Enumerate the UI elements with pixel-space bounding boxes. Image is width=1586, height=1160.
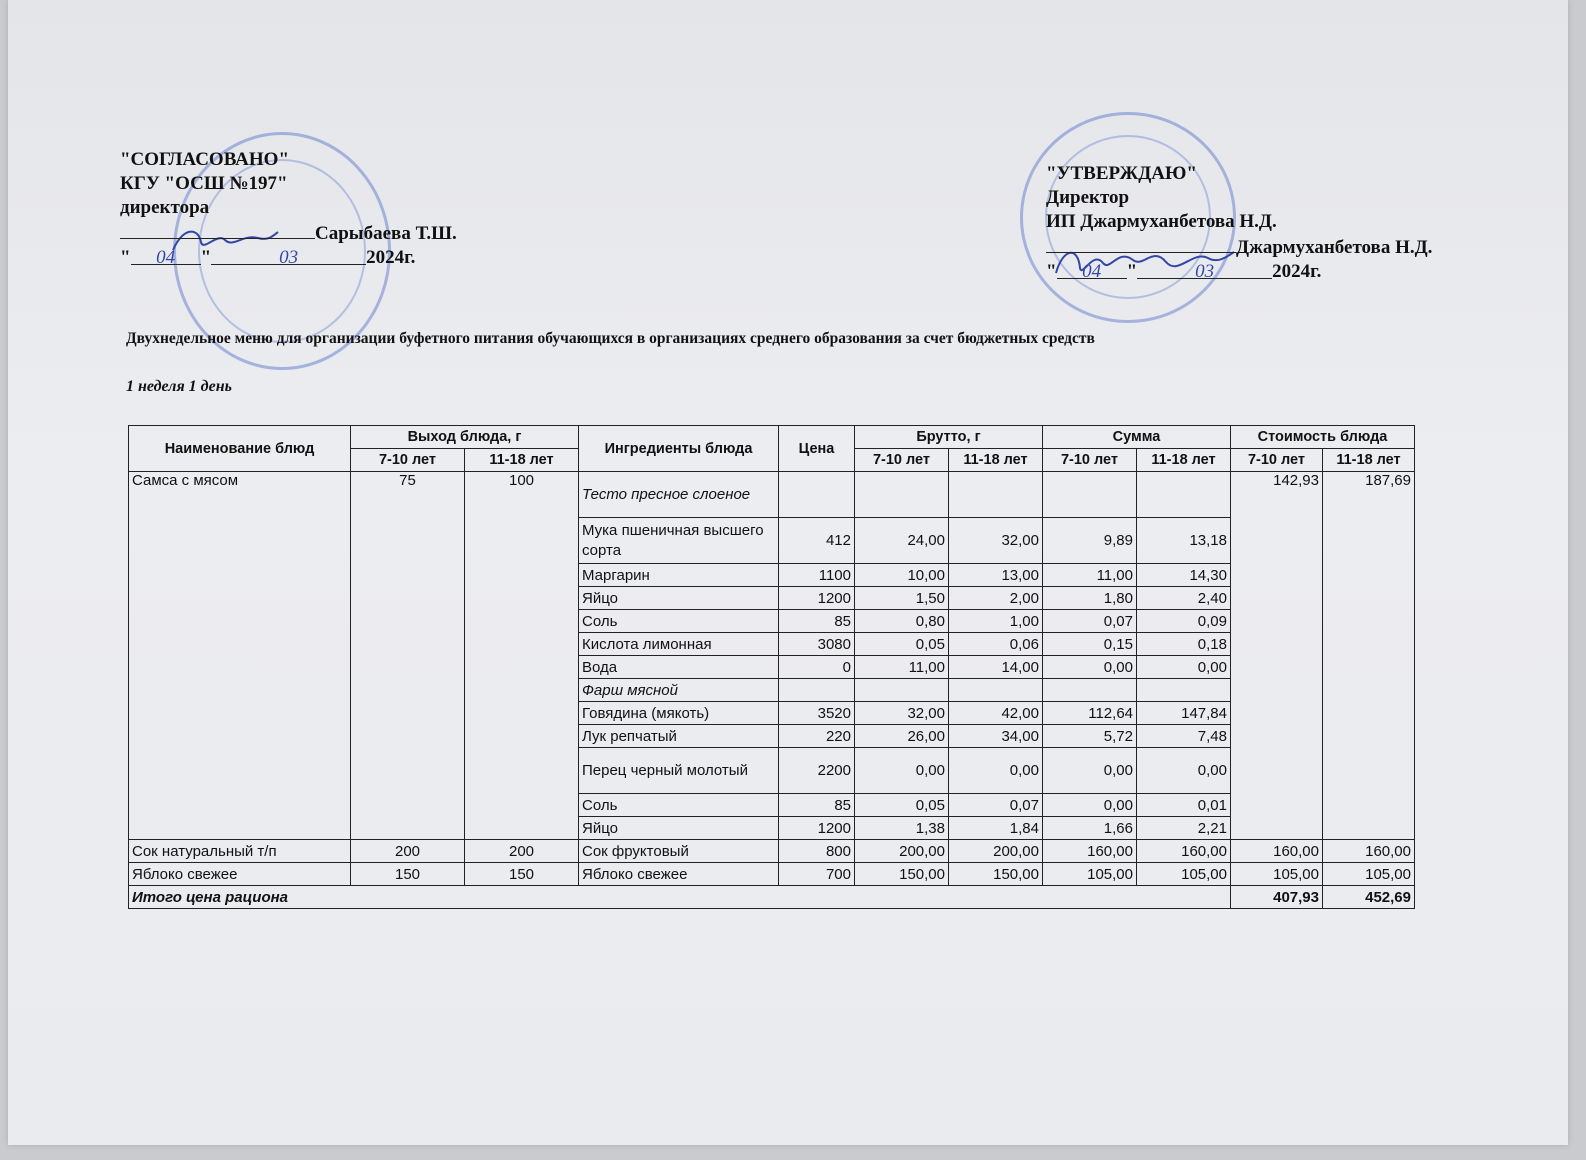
date-open-quote: "	[1046, 261, 1057, 282]
brutto-7-10-cell: 0,00	[855, 748, 949, 794]
sum-7-10-cell: 0,00	[1043, 748, 1137, 794]
ingredient-cell: Маргарин	[579, 564, 779, 587]
price-cell: 1100	[779, 564, 855, 587]
cost-11-18-cell: 187,69	[1323, 472, 1415, 840]
brutto-7-10-cell: 10,00	[855, 564, 949, 587]
brutto-7-10-cell: 1,38	[855, 817, 949, 840]
total-label: Итого цена рациона	[129, 886, 1231, 909]
sum-11-18-cell: 2,21	[1137, 817, 1231, 840]
table-row	[129, 840, 1415, 863]
total-11-18: 452,69	[1323, 886, 1415, 909]
ingredient-cell: Яйцо	[579, 587, 779, 610]
signature-underline	[1046, 234, 1236, 253]
ingredient-cell: Вода	[579, 656, 779, 679]
yield-7-10-cell: 75	[351, 472, 465, 840]
yield-11-18-cell: 200	[465, 840, 579, 863]
sum-7-10-cell: 5,72	[1043, 725, 1137, 748]
ingredient-cell: Яйцо	[579, 817, 779, 840]
brutto-7-10-cell	[855, 472, 949, 518]
total-row	[129, 886, 1415, 909]
sum-7-10-cell	[1043, 679, 1137, 702]
brutto-7-10-cell: 1,50	[855, 587, 949, 610]
sum-11-18-cell	[1137, 472, 1231, 518]
price-cell: 0	[779, 656, 855, 679]
sum-11-18-cell: 2,40	[1137, 587, 1231, 610]
brutto-7-10-cell: 0,05	[855, 794, 949, 817]
ingredient-cell: Перец черный молотый	[579, 748, 779, 794]
ingredient-cell: Говядина (мякоть)	[579, 702, 779, 725]
col-brutto: Брутто, г	[855, 426, 1043, 449]
date-year: 2024г.	[1272, 261, 1322, 282]
dish-name-cell: Яблоко свежее	[129, 863, 351, 886]
brutto-7-10-cell: 11,00	[855, 656, 949, 679]
col-age-7-10: 7-10 лет	[351, 449, 465, 472]
col-age-11-18: 11-18 лет	[1137, 449, 1231, 472]
yield-7-10-cell: 200	[351, 840, 465, 863]
sum-7-10-cell: 112,64	[1043, 702, 1137, 725]
brutto-11-18-cell: 34,00	[949, 725, 1043, 748]
sum-11-18-cell: 14,30	[1137, 564, 1231, 587]
yield-11-18-cell: 100	[465, 472, 579, 840]
col-age-7-10: 7-10 лет	[1043, 449, 1137, 472]
signature-underline	[120, 220, 315, 239]
col-age-11-18: 11-18 лет	[1323, 449, 1415, 472]
sum-11-18-cell: 7,48	[1137, 725, 1231, 748]
sum-7-10-cell: 11,00	[1043, 564, 1137, 587]
total-7-10: 407,93	[1231, 886, 1323, 909]
brutto-7-10-cell: 0,05	[855, 633, 949, 656]
sum-7-10-cell: 0,00	[1043, 794, 1137, 817]
sum-7-10-cell: 0,15	[1043, 633, 1137, 656]
ingredient-cell: Сок фруктовый	[579, 840, 779, 863]
col-age-7-10: 7-10 лет	[855, 449, 949, 472]
brutto-11-18-cell: 0,00	[949, 748, 1043, 794]
col-yield: Выход блюда, г	[351, 426, 579, 449]
price-cell: 1200	[779, 587, 855, 610]
brutto-7-10-cell: 0,80	[855, 610, 949, 633]
brutto-11-18-cell	[949, 679, 1043, 702]
sum-7-10-cell: 1,80	[1043, 587, 1137, 610]
sum-11-18-cell: 0,00	[1137, 748, 1231, 794]
signature-line	[120, 220, 457, 246]
document-sheet	[8, 0, 1568, 1145]
brutto-11-18-cell: 1,84	[949, 817, 1043, 840]
header-row-1	[129, 426, 1415, 449]
dish-name-cell: Самса с мясом	[129, 472, 351, 840]
table-row	[129, 472, 1415, 518]
price-cell: 3080	[779, 633, 855, 656]
menu-table	[128, 425, 1415, 909]
date-month: 03	[211, 246, 366, 265]
brutto-11-18-cell	[949, 472, 1043, 518]
signature-line	[1046, 234, 1432, 260]
ingredient-cell: Соль	[579, 610, 779, 633]
price-cell: 220	[779, 725, 855, 748]
price-cell: 2200	[779, 748, 855, 794]
brutto-7-10-cell: 150,00	[855, 863, 949, 886]
yield-7-10-cell: 150	[351, 863, 465, 886]
date-open-quote: "	[120, 247, 131, 268]
date-close-quote: "	[1126, 261, 1138, 282]
brutto-7-10-cell: 200,00	[855, 840, 949, 863]
sum-7-10-cell: 0,00	[1043, 656, 1137, 679]
brutto-7-10-cell: 26,00	[855, 725, 949, 748]
school-name: КГУ "ОСШ №197"	[120, 173, 288, 194]
ingredient-cell: Тесто пресное слоеное	[579, 472, 779, 518]
document-title: Двухнедельное меню для организации буфетного питания обучающихся в организациях среднего образования за счет бюджетных средств	[126, 330, 1095, 347]
brutto-11-18-cell: 150,00	[949, 863, 1043, 886]
price-cell: 700	[779, 863, 855, 886]
date-line	[1046, 260, 1432, 284]
cost-11-18-cell: 160,00	[1323, 840, 1415, 863]
sum-11-18-cell: 13,18	[1137, 518, 1231, 564]
sum-11-18-cell: 0,01	[1137, 794, 1231, 817]
price-cell: 85	[779, 794, 855, 817]
signer-name: Джармуханбетова Н.Д.	[1236, 237, 1433, 258]
brutto-11-18-cell: 0,07	[949, 794, 1043, 817]
sum-11-18-cell: 0,00	[1137, 656, 1231, 679]
sum-7-10-cell: 9,89	[1043, 518, 1137, 564]
cost-7-10-cell: 160,00	[1231, 840, 1323, 863]
col-ingredients: Ингредиенты блюда	[579, 426, 779, 472]
brutto-11-18-cell: 42,00	[949, 702, 1043, 725]
price-cell: 3520	[779, 702, 855, 725]
sum-11-18-cell	[1137, 679, 1231, 702]
col-sum: Сумма	[1043, 426, 1231, 449]
brutto-7-10-cell: 32,00	[855, 702, 949, 725]
col-age-7-10: 7-10 лет	[1231, 449, 1323, 472]
sum-7-10-cell: 160,00	[1043, 840, 1137, 863]
price-cell: 800	[779, 840, 855, 863]
sum-7-10-cell: 105,00	[1043, 863, 1137, 886]
brutto-11-18-cell: 2,00	[949, 587, 1043, 610]
ingredient-cell: Кислота лимонная	[579, 633, 779, 656]
approval-block-left	[120, 148, 457, 270]
brutto-11-18-cell: 13,00	[949, 564, 1043, 587]
table-row	[129, 863, 1415, 886]
sum-11-18-cell: 147,84	[1137, 702, 1231, 725]
date-day: 04	[131, 246, 201, 265]
ingredient-cell: Фарш мясной	[579, 679, 779, 702]
approval-title: "СОГЛАСОВАНО"	[120, 149, 290, 170]
brutto-11-18-cell: 32,00	[949, 518, 1043, 564]
col-price: Цена	[779, 426, 855, 472]
company-name: ИП Джармуханбетова Н.Д.	[1046, 211, 1277, 232]
ingredient-cell: Мука пшеничная высшего сорта	[579, 518, 779, 564]
brutto-11-18-cell: 0,06	[949, 633, 1043, 656]
brutto-7-10-cell	[855, 679, 949, 702]
date-line	[120, 246, 457, 270]
position-label: Директор	[1046, 187, 1130, 208]
cost-11-18-cell: 105,00	[1323, 863, 1415, 886]
col-cost: Стоимость блюда	[1231, 426, 1415, 449]
sum-11-18-cell: 0,09	[1137, 610, 1231, 633]
date-close-quote: "	[200, 247, 212, 268]
brutto-11-18-cell: 1,00	[949, 610, 1043, 633]
col-dish-name: Наименование блюд	[129, 426, 351, 472]
price-cell: 1200	[779, 817, 855, 840]
ingredient-cell: Яблоко свежее	[579, 863, 779, 886]
cost-7-10-cell: 105,00	[1231, 863, 1323, 886]
sum-7-10-cell: 1,66	[1043, 817, 1137, 840]
cost-7-10-cell: 142,93	[1231, 472, 1323, 840]
date-month: 03	[1137, 260, 1272, 279]
brutto-7-10-cell: 24,00	[855, 518, 949, 564]
sum-11-18-cell: 0,18	[1137, 633, 1231, 656]
position-label: директора	[120, 197, 210, 218]
sum-11-18-cell: 160,00	[1137, 840, 1231, 863]
ingredient-cell: Лук репчатый	[579, 725, 779, 748]
brutto-11-18-cell: 200,00	[949, 840, 1043, 863]
sum-11-18-cell: 105,00	[1137, 863, 1231, 886]
week-day-label: 1 неделя 1 день	[126, 378, 232, 395]
dish-name-cell: Сок натуральный т/п	[129, 840, 351, 863]
col-age-11-18: 11-18 лет	[465, 449, 579, 472]
yield-11-18-cell: 150	[465, 863, 579, 886]
sum-7-10-cell	[1043, 472, 1137, 518]
price-cell: 412	[779, 518, 855, 564]
approval-block-right	[1046, 162, 1432, 284]
brutto-11-18-cell: 14,00	[949, 656, 1043, 679]
col-age-11-18: 11-18 лет	[949, 449, 1043, 472]
signer-name: Сарыбаева Т.Ш.	[315, 223, 457, 244]
date-year: 2024г.	[366, 247, 416, 268]
date-day: 04	[1057, 260, 1127, 279]
price-cell	[779, 472, 855, 518]
approval-title: "УТВЕРЖДАЮ"	[1046, 163, 1197, 184]
price-cell: 85	[779, 610, 855, 633]
price-cell	[779, 679, 855, 702]
sum-7-10-cell: 0,07	[1043, 610, 1137, 633]
ingredient-cell: Соль	[579, 794, 779, 817]
